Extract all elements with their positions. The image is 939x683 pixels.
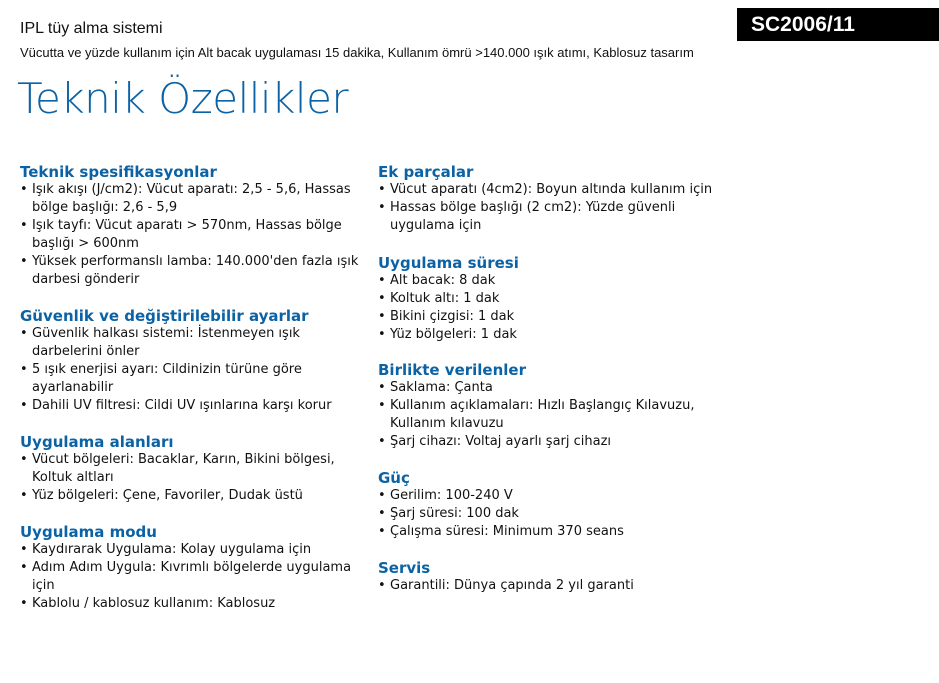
spec-section	[378, 254, 723, 344]
spec-section	[20, 163, 365, 289]
spec-list	[378, 487, 723, 541]
spec-item: • Yüz bölgeleri: 1 dak	[378, 326, 723, 344]
section-heading: Güç	[378, 469, 410, 487]
spec-item: • Kullanım açıklamaları: Hızlı Başlangıç Kılavuzu, Kullanım kılavuzu	[378, 397, 723, 433]
spec-list	[20, 325, 365, 415]
spec-item: • Dahili UV filtresi: Cildi UV ışınlarına karşı korur	[20, 397, 365, 415]
section-heading: Teknik spesifikasyonlar	[20, 163, 217, 181]
spec-item: • Şarj cihazı: Voltaj ayarlı şarj cihazı	[378, 433, 723, 451]
page-title: Teknik Özellikler	[17, 74, 349, 123]
spec-item: • Yüksek performanslı lamba: 140.000'den fazla ışık darbesi gönderir	[20, 253, 365, 289]
spec-item: • Yüz bölgeleri: Çene, Favoriler, Dudak üstü	[20, 487, 365, 505]
spec-item: • Garantili: Dünya çapında 2 yıl garanti	[378, 577, 723, 595]
spec-item: • 5 ışık enerjisi ayarı: Cildinizin türüne göre ayarlanabilir	[20, 361, 365, 397]
spec-list	[378, 577, 723, 595]
spec-item: • Adım Adım Uygula: Kıvrımlı bölgelerde uygulama için	[20, 559, 365, 595]
spec-item: • Kaydırarak Uygulama: Kolay uygulama için	[20, 541, 365, 559]
spec-item: • Hassas bölge başlığı (2 cm2): Yüzde güvenli uygulama için	[378, 199, 723, 235]
section-heading: Güvenlik ve değiştirilebilir ayarlar	[20, 307, 309, 325]
spec-item: • Bikini çizgisi: 1 dak	[378, 308, 723, 326]
spec-item: • Saklama: Çanta	[378, 379, 723, 397]
spec-list	[20, 451, 365, 505]
section-heading: Ek parçalar	[378, 163, 474, 181]
spec-list	[378, 181, 723, 235]
spec-list	[378, 379, 723, 451]
spec-section	[378, 559, 723, 595]
spec-list	[378, 272, 723, 344]
spec-item: • Kablolu / kablosuz kullanım: Kablosuz	[20, 595, 365, 613]
spec-item: • Şarj süresi: 100 dak	[378, 505, 723, 523]
model-number-badge: SC2006/11	[737, 8, 939, 41]
spec-list	[20, 181, 365, 289]
section-heading: Uygulama süresi	[378, 254, 519, 272]
spec-section	[20, 433, 365, 505]
section-heading: Uygulama alanları	[20, 433, 174, 451]
section-heading: Servis	[378, 559, 431, 577]
spec-section	[378, 361, 723, 451]
product-description: Vücutta ve yüzde kullanım için Alt bacak uygulaması 15 dakika, Kullanım ömrü >140.000 ışık atımı, Kablosuz tasarım	[20, 45, 694, 60]
spec-item: • Vücut aparatı (4cm2): Boyun altında kullanım için	[378, 181, 723, 199]
spec-item: • Koltuk altı: 1 dak	[378, 290, 723, 308]
spec-item: • Işık akışı (J/cm2): Vücut aparatı: 2,5 - 5,6, Hassas bölge başlığı: 2,6 - 5,9	[20, 181, 365, 217]
spec-item: • Gerilim: 100-240 V	[378, 487, 723, 505]
spec-section	[378, 469, 723, 541]
spec-list	[20, 541, 365, 613]
section-heading: Uygulama modu	[20, 523, 157, 541]
section-heading: Birlikte verilenler	[378, 361, 526, 379]
spec-section	[20, 523, 365, 613]
spec-item: • Işık tayfı: Vücut aparatı > 570nm, Hassas bölge başlığı > 600nm	[20, 217, 365, 253]
spec-item: • Alt bacak: 8 dak	[378, 272, 723, 290]
spec-section	[378, 163, 723, 235]
product-subtitle: IPL tüy alma sistemi	[20, 20, 163, 37]
spec-item: • Çalışma süresi: Minimum 370 seans	[378, 523, 723, 541]
spec-item: • Güvenlik halkası sistemi: İstenmeyen ışık darbelerini önler	[20, 325, 365, 361]
spec-section	[20, 307, 365, 415]
spec-item: • Vücut bölgeleri: Bacaklar, Karın, Bikini bölgesi, Koltuk altları	[20, 451, 365, 487]
